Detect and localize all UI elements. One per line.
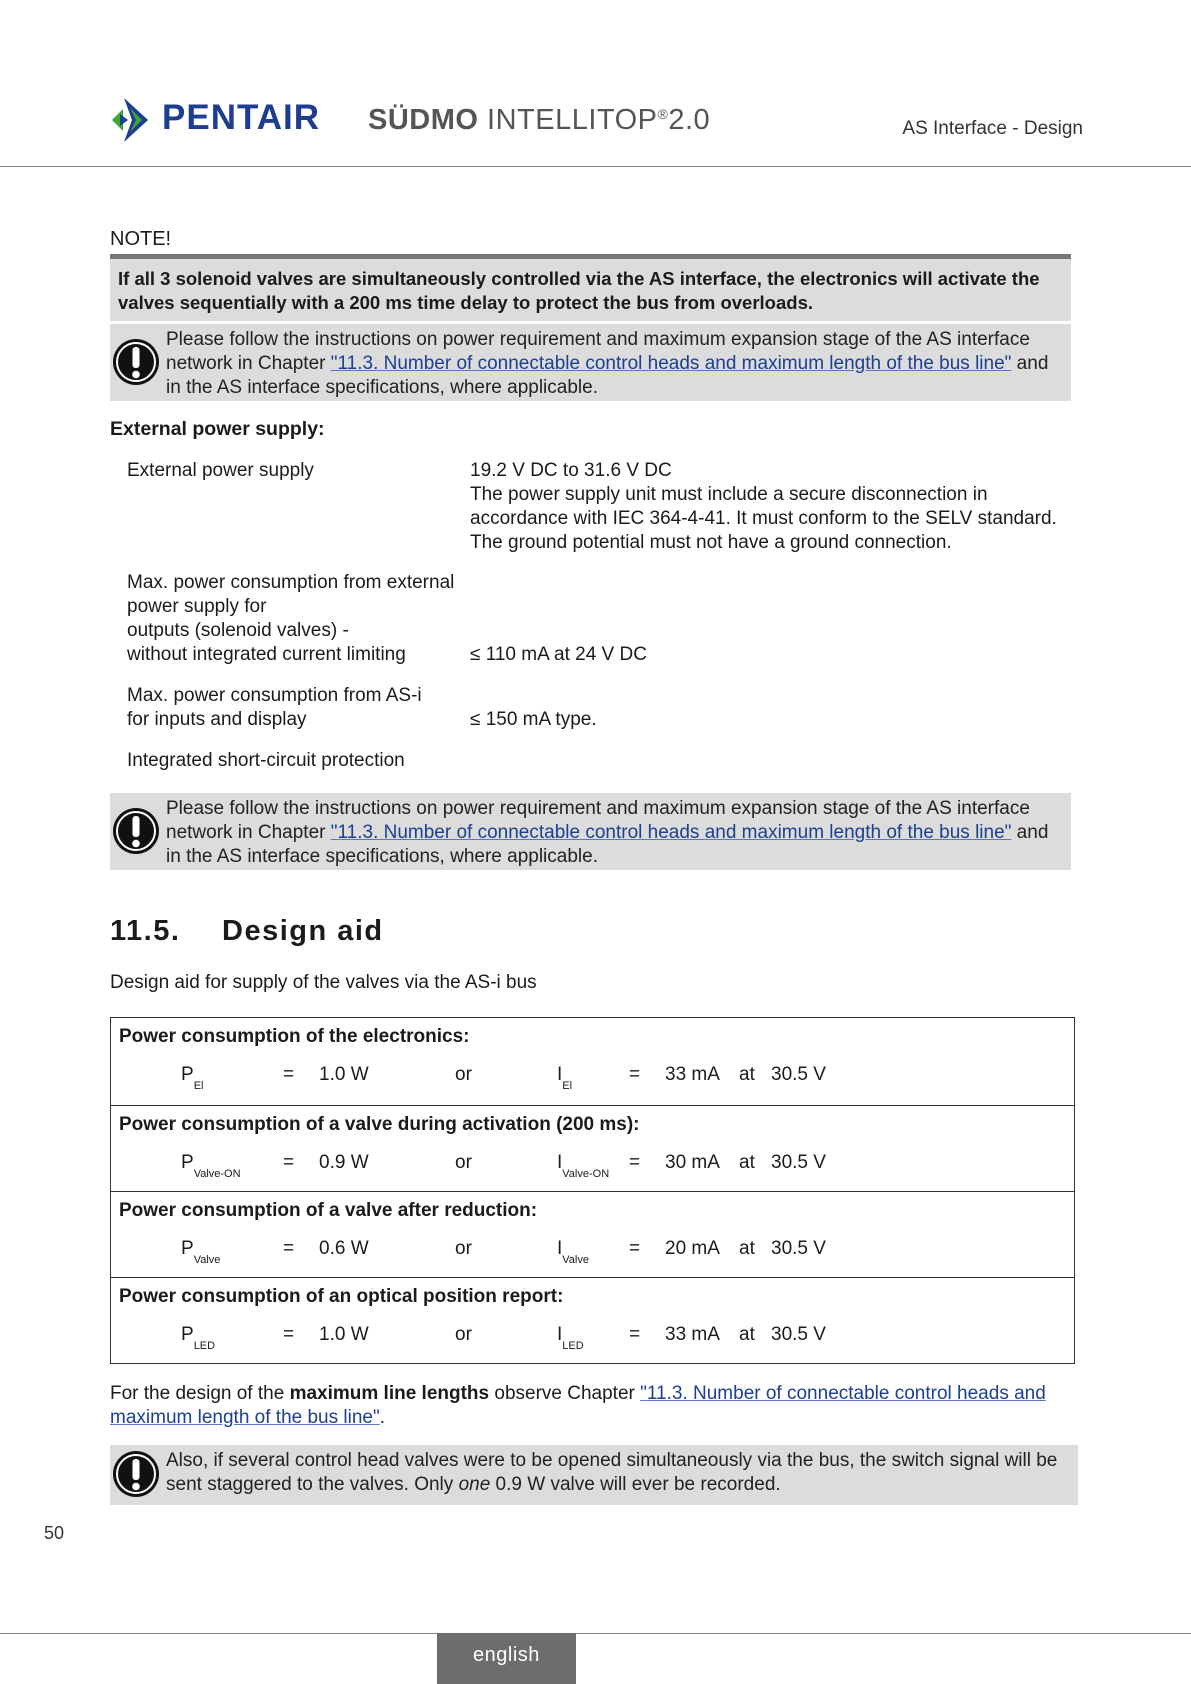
equals-sign: = [283, 1324, 295, 1345]
power-symbol [181, 1238, 221, 1266]
product-name-light: INTELLITOP [478, 104, 658, 136]
exclamation-icon [112, 1450, 160, 1498]
equals-sign: = [629, 1238, 641, 1259]
i-subscript: Valve-ON [562, 1168, 610, 1180]
line-length-note-bold: maximum line lengths [289, 1383, 490, 1404]
design-aid-intro: Design aid for supply of the valves via the AS-i bus [110, 972, 537, 993]
footer-divider [0, 1633, 1191, 1634]
p-subscript: LED [193, 1340, 216, 1352]
spec-label-line: Max. power consumption from external [127, 572, 455, 593]
brand-name: PENTAIR [162, 98, 321, 137]
spec-value-line: accordance with IEC 364-4-41. It must conform to the SELV standard. [470, 508, 1057, 529]
i-letter: I [557, 1152, 563, 1173]
i-letter: I [557, 1324, 563, 1345]
current-symbol [557, 1152, 610, 1180]
pentair-logo [110, 92, 158, 148]
chapter-link-2[interactable]: "11.3. Number of connectable control heads and maximum length of the bus line" [330, 822, 1012, 843]
power-symbol [181, 1064, 204, 1092]
voltage-value: 30.5 V [771, 1324, 826, 1345]
section-heading [110, 915, 384, 948]
spec-label: External power supply [127, 460, 314, 481]
at-label: at [739, 1324, 755, 1345]
i-letter: I [557, 1238, 563, 1259]
p-letter: P [181, 1064, 194, 1085]
p-letter: P [181, 1324, 194, 1345]
equals-sign: = [283, 1238, 295, 1259]
p-letter: P [181, 1238, 194, 1259]
line-length-note-middle: observe Chapter [489, 1383, 641, 1404]
warning-1-text-after: and in the AS interface specifications, where applicable. [166, 353, 1049, 398]
table-section [111, 1105, 1074, 1191]
table-section-title: Power consumption of a valve after reduction: [119, 1200, 538, 1221]
spec-label [127, 571, 477, 667]
at-label: at [739, 1238, 755, 1259]
or-label: or [455, 1238, 472, 1259]
spec-value-line: 19.2 V DC to 31.6 V DC [470, 460, 672, 481]
warning-box-1 [110, 324, 1071, 401]
at-label: at [739, 1064, 755, 1085]
current-symbol [557, 1238, 589, 1266]
section-heading-title: Design aid [222, 915, 384, 947]
current-value: 33 mA [665, 1324, 720, 1345]
power-value: 1.0 W [319, 1064, 369, 1085]
current-value: 20 mA [665, 1238, 720, 1259]
equals-sign: = [283, 1064, 295, 1085]
note-box [110, 254, 1071, 321]
table-section-title: Power consumption of an optical position report: [119, 1286, 564, 1307]
line-length-note [110, 1382, 1080, 1430]
voltage-value: 30.5 V [771, 1064, 826, 1085]
i-letter: I [557, 1064, 563, 1085]
product-name-bold: SÜDMO [368, 104, 479, 136]
p-letter: P [181, 1152, 194, 1173]
equals-sign: = [629, 1064, 641, 1085]
or-label: or [455, 1152, 472, 1173]
warning-1-text: Please follow the instructions on power requirement and maximum expansion stage of the AS interface network in Chapter [166, 329, 1030, 374]
warning-3-italic: one [458, 1474, 491, 1495]
power-consumption-table [110, 1017, 1075, 1364]
spec-label-line: without integrated current limiting [127, 644, 406, 665]
current-symbol [557, 1324, 584, 1352]
warning-box-3 [110, 1445, 1078, 1505]
table-section [111, 1191, 1074, 1277]
pentair-diamond-icon [110, 92, 158, 148]
i-subscript: LED [562, 1340, 584, 1352]
spec-value: ≤ 110 mA at 24 V DC [470, 644, 647, 665]
product-version: 2.0 [668, 104, 711, 136]
power-value: 1.0 W [319, 1324, 369, 1345]
power-value: 0.6 W [319, 1238, 369, 1259]
power-symbol [181, 1152, 241, 1180]
spec-label-line: power supply for [127, 596, 267, 617]
chapter-link-3[interactable]: "11.3. Number of connectable control heads and maximum length of the bus line" [110, 1383, 1046, 1428]
current-value: 30 mA [665, 1152, 720, 1173]
external-power-heading: External power supply: [110, 418, 325, 440]
equals-sign: = [629, 1324, 641, 1345]
registered-mark: ® [657, 106, 669, 122]
header-divider [0, 166, 1191, 167]
exclamation-icon [112, 338, 160, 386]
warning-3-text-after: 0.9 W valve will ever be recorded. [490, 1474, 781, 1495]
warning-3-text: Also, if several control head valves were to be opened simultaneously via the bus, the switch signal will be sent staggered to the valves. Only [166, 1450, 1058, 1495]
line-length-note-text: For the design of the [110, 1383, 290, 1404]
spec-value [470, 459, 1080, 555]
current-value: 33 mA [665, 1064, 720, 1085]
spec-value: ≤ 150 mA type. [470, 709, 597, 730]
power-value: 0.9 W [319, 1152, 369, 1173]
or-label: or [455, 1324, 472, 1345]
chapter-link-1[interactable]: "11.3. Number of connectable control heads and maximum length of the bus line" [330, 353, 1012, 374]
spec-label-line: Max. power consumption from AS-i [127, 685, 422, 706]
section-title: AS Interface - Design [902, 118, 1083, 139]
or-label: or [455, 1064, 472, 1085]
current-symbol [557, 1064, 573, 1092]
voltage-value: 30.5 V [771, 1152, 826, 1173]
i-subscript: Valve [562, 1254, 589, 1266]
voltage-value: 30.5 V [771, 1238, 826, 1259]
table-section-title: Power consumption of a valve during activation (200 ms): [119, 1114, 640, 1135]
equals-sign: = [283, 1152, 295, 1173]
section-number: 11.5. [110, 915, 181, 947]
product-name [368, 104, 710, 137]
table-section [111, 1277, 1074, 1363]
warning-2-text: Please follow the instructions on power requirement and maximum expansion stage of the AS interface network in Chapter [166, 798, 1030, 843]
p-subscript: El [193, 1080, 204, 1092]
spec-label [127, 684, 467, 732]
p-subscript: Valve [193, 1254, 221, 1266]
power-symbol [181, 1324, 216, 1352]
warning-box-2 [110, 793, 1071, 870]
note-label: NOTE! [110, 228, 172, 250]
line-length-note-end: . [379, 1407, 385, 1428]
page-number: 50 [44, 1523, 65, 1543]
equals-sign: = [629, 1152, 641, 1173]
table-section [111, 1018, 1074, 1105]
spec-label-line: for inputs and display [127, 709, 307, 730]
i-subscript: El [562, 1080, 573, 1092]
spec-label-line: outputs (solenoid valves) - [127, 620, 349, 641]
warning-2-text-after: and in the AS interface specifications, where applicable. [166, 822, 1049, 867]
spec-value-line: The ground potential must not have a ground connection. [470, 532, 952, 553]
spec-label: Integrated short-circuit protection [127, 750, 405, 771]
language-tab[interactable]: english [437, 1633, 576, 1684]
table-section-title: Power consumption of the electronics: [119, 1026, 470, 1047]
note-text: If all 3 solenoid valves are simultaneously controlled via the AS interface, the electronics will activate the valves sequentially with a 200 ms time delay to protect the bus from overloads. [118, 268, 1040, 313]
p-subscript: Valve-ON [193, 1168, 241, 1180]
exclamation-icon [112, 807, 160, 855]
at-label: at [739, 1152, 755, 1173]
spec-value-line: The power supply unit must include a secure disconnection in [470, 484, 988, 505]
